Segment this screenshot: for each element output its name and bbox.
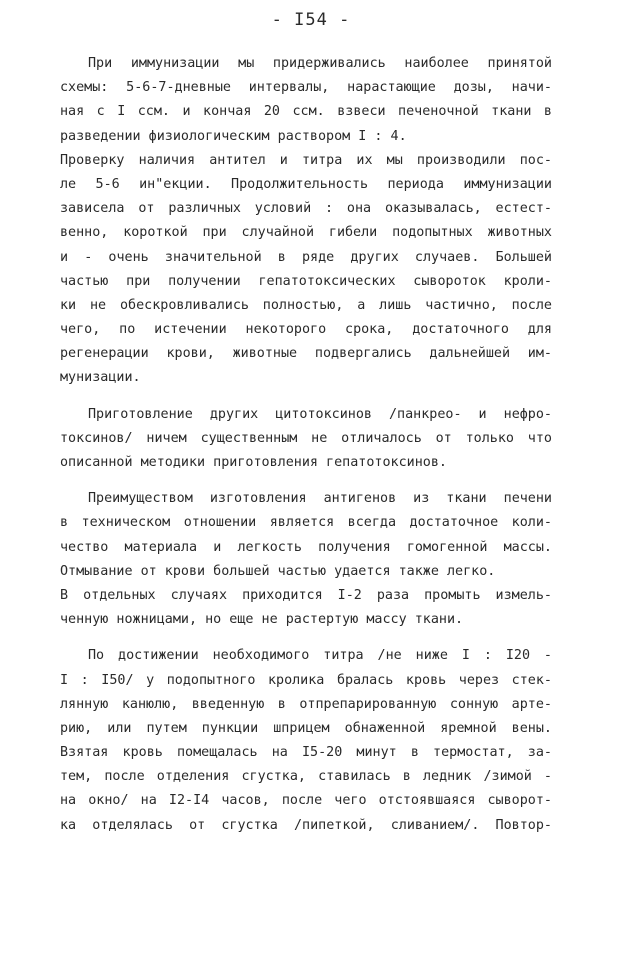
document-body — [60, 52, 552, 838]
text-line: мунизации. — [60, 370, 141, 386]
page-number: - I54 - — [271, 10, 351, 30]
paragraph-1 — [60, 52, 552, 149]
text-line: на окно/ на I2-I4 часов, после чего отстоявшаяся сыворот- — [60, 793, 552, 809]
text-line: Взятая кровь помещалась на I5-20 минут в термостат, за- — [60, 745, 552, 761]
paragraph-5 — [60, 644, 552, 838]
text-line: зависела от различных условий : она оказывалась, естест- — [60, 201, 552, 217]
text-line: лянную канюлю, введенную в отпрепарированную сонную арте- — [60, 696, 552, 712]
text-line: и - очень значительной в ряде других случаев. Большей — [60, 249, 552, 265]
paragraph-3 — [60, 403, 552, 476]
text-line: рию, или путем пункции шприцем обнаженной яремной вены. — [60, 720, 552, 736]
text-line: Преимуществом изготовления антигенов из ткани печени — [88, 491, 552, 507]
text-line: описанной методики приготовления гепатотоксинов. — [60, 455, 447, 470]
text-line: регенерации крови, животные подвергались дальнейшей им- — [60, 346, 552, 362]
text-line: В отдельных случаях приходится I-2 раза промыть измель- — [60, 587, 552, 603]
text-line: схемы: 5-6-7-дневные интервалы, нарастающие дозы, начи- — [60, 80, 552, 96]
text-line: ченную ножницами, но еще не растертую массу ткани. — [60, 612, 464, 628]
text-line: ная с I ссм. и кончая 20 ссм. взвеси печеночной ткани в — [60, 104, 552, 120]
text-line: чество материала и легкость получения гомогенной массы. — [60, 539, 552, 555]
text-line: частью при получении гепатотоксических сывороток кроли- — [60, 273, 552, 289]
text-line: I : I50/ у подопытного кролика бралась кровь через стек- — [60, 672, 552, 688]
text-line: По достижении необходимого титра /не ниже I : I20 - — [88, 648, 552, 664]
text-line: разведении физиологическим раствором I : 4. — [60, 128, 407, 144]
text-line: ка отделялась от сгустка /пипеткой, сливанием/. Повтор- — [60, 817, 552, 833]
text-line: чего, по истечении некоторого срока, достаточного для — [60, 322, 552, 338]
text-line: в техническом отношении является всегда достаточное коли- — [60, 515, 552, 531]
text-line: Отмывание от крови большей частью удается также легко. — [60, 563, 496, 579]
text-line: Приготовление других цитотоксинов /панкрео- и нефро- — [88, 406, 552, 422]
text-line: ки не обескровливались полностью, а лишь частично, после — [60, 297, 552, 313]
text-line: венно, короткой при случайной гибели подопытных животных — [60, 225, 552, 241]
text-line: Проверку наличия антител и титра их мы производили пос- — [60, 152, 552, 168]
paragraph-2 — [60, 149, 552, 391]
paragraph-4 — [60, 487, 552, 632]
text-line: ле 5-6 ин"екции. Продолжительность периода иммунизации — [60, 176, 552, 192]
text-line: При иммунизации мы придерживались наиболее принятой — [88, 56, 552, 71]
text-line: тем, после отделения сгустка, ставилась в ледник /зимой - — [60, 769, 552, 785]
text-line: токсинов/ ничем существенным не отличалось от только что — [60, 430, 552, 446]
